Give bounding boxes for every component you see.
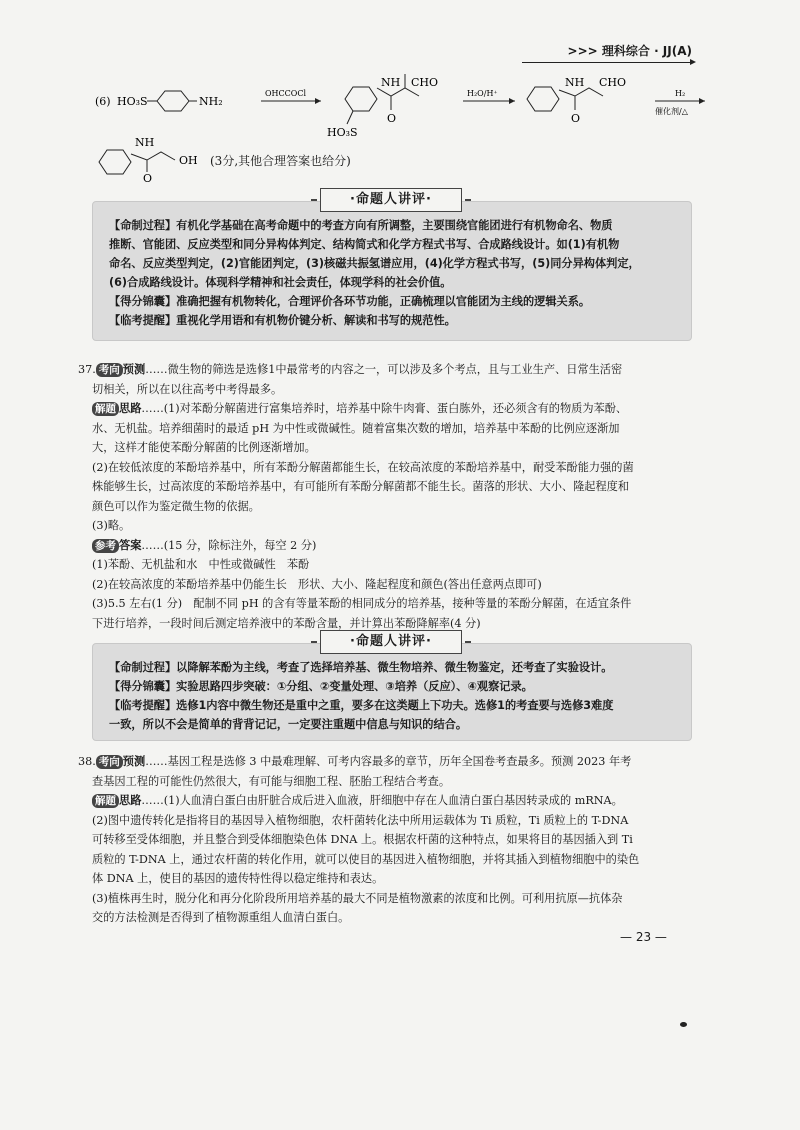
answer-line: (3)5.5 左右(1 分) 配制不同 pH 的含有等量苯酚的相同成分的培养基，接种等量的苯酚分解菌，在适宜条件: [92, 597, 632, 610]
commentary-line: (6)合成路线设计。体现科学精神和社会责任，体现学科的社会价值。: [109, 276, 452, 289]
idea-line: (3)略。: [92, 519, 131, 532]
amine-group: NH₂: [199, 95, 223, 108]
reagent-3-bottom: 催化剂/△: [655, 107, 688, 116]
scoring-note: (3分,其他合理答案也给分): [210, 154, 351, 168]
sulfonic-group: HO₃S: [327, 126, 358, 139]
idea-line: 质粒的 T-DNA 上，通过农杆菌的转化作用，就可以使目的基因进入植物细胞，并将其插入到植物细胞中的染色: [92, 852, 640, 866]
commentary-line: 【命制过程】有机化学基础在高考命题中的考查方向有所调整，主要围绕官能团进行有机物命名、物质: [109, 219, 613, 232]
idea-text: ……(1)人血清白蛋白由肝脏合成后进入血液，肝细胞中存在人血清白蛋白基因转录成的 mRNA。: [141, 794, 623, 807]
commentary-box-1: [92, 201, 692, 341]
idea-line: 可转移至受体细胞，并且整合到受体细胞染色体 DNA 上。根据农杆菌的这种特点，如果将目的基因插入到 Ti: [92, 833, 633, 846]
hydroxyl-label: OH: [179, 154, 198, 167]
answer-line: 下进行培养，一段时间后测定培养液中的苯酚含量，并计算出苯酚降解率(4 分): [92, 616, 481, 630]
benzene-ring-1: [157, 91, 189, 111]
nh-label-3: NH: [135, 136, 155, 149]
question-38: [78, 752, 694, 928]
answer-label: 答案: [119, 538, 142, 552]
idea-badge: 解题: [92, 794, 119, 808]
idea-line: 株能够生长，过高浓度的苯酚培养基中，有可能所有苯酚分解菌都不能生长。菌落的形状、大小、隆起程度和: [92, 480, 630, 493]
aldehyde-label-2: CHO: [599, 76, 627, 89]
commentary-line: 【临考提醒】重视化学用语和有机物价键分析、解读和书写的规范性。: [109, 314, 456, 327]
oxygen-label-2: O: [571, 112, 581, 125]
page-header-title: >>> 理科综合 · JJ(A): [567, 44, 692, 58]
forecast-text-2: 切相关，所以在以往高考中考得最多。: [92, 382, 283, 396]
idea-line: 水、无机盐。培养细菌时的最适 pH 为中性或微碱性。随着富集次数的增加，培养基中苯酚的比例应逐渐加: [92, 421, 620, 435]
commentary-line: 【得分锦囊】实验思路四步突破：①分组、②变量处理、③培养（反应）、④观察记录。: [109, 680, 533, 693]
forecast-text: ……基因工程是选修 3 中最难理解、可考内容最多的章节，历年全国卷考查最多。预测 2023 年考: [145, 755, 632, 768]
scan-speck: [680, 1022, 687, 1027]
idea-line: 交的方法检测是否得到了植物源重组人血清白蛋白。: [92, 911, 350, 924]
commentary-title-1: ·命题人讲评·: [320, 188, 462, 212]
commentary-box-2: [92, 643, 692, 741]
oxygen-label-3: O: [143, 172, 153, 184]
nh-label-2: NH: [565, 76, 585, 89]
commentary-line: 【命制过程】以降解苯酚为主线，考查了选择培养基、微生物培养、微生物鉴定，还考查了实验设计。: [109, 661, 613, 674]
page-number: — 23 —: [620, 930, 667, 944]
idea-text: ……(1)对苯酚分解菌进行富集培养时，培养基中除牛肉膏、蛋白胨外，还必须含有的物质为苯酚、: [141, 402, 628, 415]
oxygen-label-1: O: [387, 112, 397, 125]
forecast-label: 预测: [122, 363, 146, 376]
idea-label: 思路: [119, 402, 142, 415]
question-37: [78, 360, 694, 633]
forecast-text: ……微生物的筛选是选修1中最常考的内容之一，可以涉及多个考点，且与工业生产、日常生活密: [145, 363, 623, 376]
idea-line: 颜色可以作为鉴定微生物的依据。: [92, 499, 260, 513]
idea-line: (3)植株再生时，脱分化和再分化阶段所用培养基的最大不同是植物激素的浓度和比例。可利用抗原—抗体杂: [92, 891, 623, 905]
idea-line: 大，这样才能使苯酚分解菌的比例逐渐增加。: [92, 441, 316, 454]
idea-line: 体 DNA 上，使目的基因的遗传特性得以稳定维持和表达。: [92, 872, 384, 885]
answer-badge: 参考: [92, 539, 119, 553]
forecast-badge: 考向: [96, 363, 123, 377]
header-arrow-line: [522, 62, 694, 63]
commentary-title-2: ·命题人讲评·: [320, 630, 462, 654]
reactant-group: HO₃S: [117, 95, 148, 108]
question-number: 38.: [78, 755, 96, 768]
commentary-line: 一致，所以不会是简单的背背记记，一定要注重题中信息与知识的结合。: [109, 718, 468, 731]
synthesis-route-diagram: [95, 74, 735, 184]
idea-line: (2)图中遗传转化是指将目的基因导入植物细胞，农杆菌转化法中所用运载体为 Ti 质粒，Ti 质粒上的 T-DNA: [92, 813, 629, 827]
benzene-ring-4: [99, 150, 131, 174]
idea-badge: 解题: [92, 402, 119, 416]
commentary-line: 推断、官能团、反应类型和同分异构体判定、结构简式和化学方程式书写、合成路线设计。如(1)有机物: [109, 238, 620, 251]
reagent-2: H₂O/H⁺: [467, 89, 498, 98]
nh-label-1: NH: [381, 76, 401, 89]
question-number: 37.: [78, 363, 96, 376]
forecast-label: 预测: [122, 755, 146, 768]
item-number: (6): [95, 95, 111, 108]
commentary-line: 【临考提醒】选修1内容中微生物还是重中之重，要多在这类题上下功夫。选修1的考查要与选修3难度: [109, 699, 614, 712]
commentary-line: 命名、反应类型判定，(2)官能团判定，(3)核磁共振氢谱应用，(4)化学方程式书写，(5)同分异构体判定，: [109, 257, 640, 270]
reagent-1: OHCCOCl: [265, 89, 307, 98]
aldehyde-label-1: CHO: [411, 76, 439, 89]
benzene-ring-3: [527, 87, 559, 111]
answer-line: (1)苯酚、无机盐和水 中性或微碱性 苯酚: [92, 558, 310, 571]
forecast-badge: 考向: [96, 755, 123, 769]
idea-line: (2)在较低浓度的苯酚培养基中，所有苯酚分解菌都能生长，在较高浓度的苯酚培养基中，耐受苯酚能力强的菌: [92, 460, 634, 474]
reagent-3-top: H₂: [675, 89, 686, 98]
forecast-text-2: 查基因工程的可能性仍然很大，有可能与细胞工程、胚胎工程结合考查。: [92, 774, 451, 788]
benzene-ring-2: [345, 87, 377, 111]
commentary-line: 【得分锦囊】准确把握有机物转化，合理评价各环节功能，正确梳理以官能团为主线的逻辑关系。: [109, 295, 591, 308]
answer-line: (2)在较高浓度的苯酚培养基中仍能生长 形状、大小、隆起程度和颜色(答出任意两点即可): [92, 577, 542, 591]
idea-label: 思路: [119, 794, 142, 807]
answer-text: ……(15 分，除标注外，每空 2 分): [141, 538, 317, 552]
